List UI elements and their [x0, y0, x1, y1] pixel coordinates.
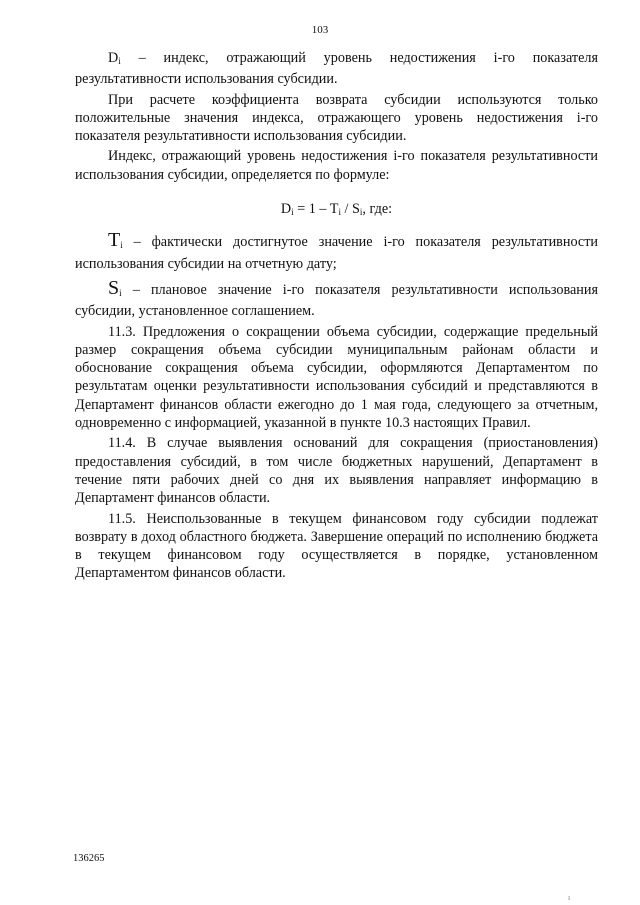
corner-mark: ı: [568, 893, 571, 902]
document-body: [75, 49, 598, 583]
formula-s-sub: i: [359, 207, 363, 218]
formula-middle: = 1 – T: [293, 201, 339, 218]
di-subscript: i: [118, 56, 121, 66]
paragraph-11-4: 11.4. В случае выявления оснований для сокращения (приостановления) предоставления субсидий, в том числе бюджетных нарушений, Департамент в течение пяти рабочих дней со дня их выявления направляет информацию в Департамент финансов области.: [75, 435, 598, 507]
formula-d-sub: i: [291, 207, 294, 218]
formula-tail: , где:: [362, 201, 393, 218]
formula: [75, 200, 598, 221]
formula-t-sub: i: [338, 207, 341, 218]
si-definition: [75, 276, 598, 321]
document-code: 136265: [73, 853, 105, 864]
si-symbol: S: [108, 276, 120, 299]
formula-slash: / S: [340, 201, 360, 218]
di-symbol: D: [108, 50, 119, 66]
paragraph-positive-values: При расчете коэффициента возврата субсидии используются только положительные значения индекса, отражающего уровень недостижения i-го показателя результативности использования субсидии.: [75, 91, 598, 145]
ti-definition: [75, 231, 598, 273]
ti-subscript: i: [120, 240, 123, 251]
di-definition-text: – индекс, отражающий уровень недостижения i-го показателя результативности использования субсидии.: [75, 50, 598, 88]
paragraph-index-formula-intro: Индекс, отражающий уровень недостижения i-го показателя результативности использования субсидии, определяется по формуле:: [75, 148, 598, 183]
formula-d: D: [280, 201, 292, 218]
si-subscript: i: [119, 287, 122, 298]
page-number: 103: [311, 24, 329, 36]
ti-symbol: T: [108, 229, 121, 252]
si-definition-text: – плановое значение i-го показателя результативности использования субсидии, установленное соглашением.: [75, 281, 598, 320]
ti-definition-text: – фактически достигнутое значение i-го показателя результативности использования субсидии на отчетную дату;: [75, 234, 598, 272]
di-definition: [75, 49, 598, 89]
paragraph-11-3: 11.3. Предложения о сокращении объема субсидии, содержащие предельный размер сокращения объема субсидии муниципальным районам области и обоснование сокращения объема субсидии, оформляются Департаментом по результатам оценки результативности использования субсидий и представляются в Департамент финансов области ежегодно до 1 мая года, следующего за отчетным, одновременно с информацией, указанной в пункте 10.3 настоящих Правил.: [75, 323, 598, 432]
paragraph-11-5: 11.5. Неиспользованные в текущем финансовом году субсидии подлежат возврату в доход областного бюджета. Завершение операций по исполнению бюджета в текущем финансовом году осуществляется в порядке, установленном Департаментом финансов области.: [75, 510, 598, 582]
